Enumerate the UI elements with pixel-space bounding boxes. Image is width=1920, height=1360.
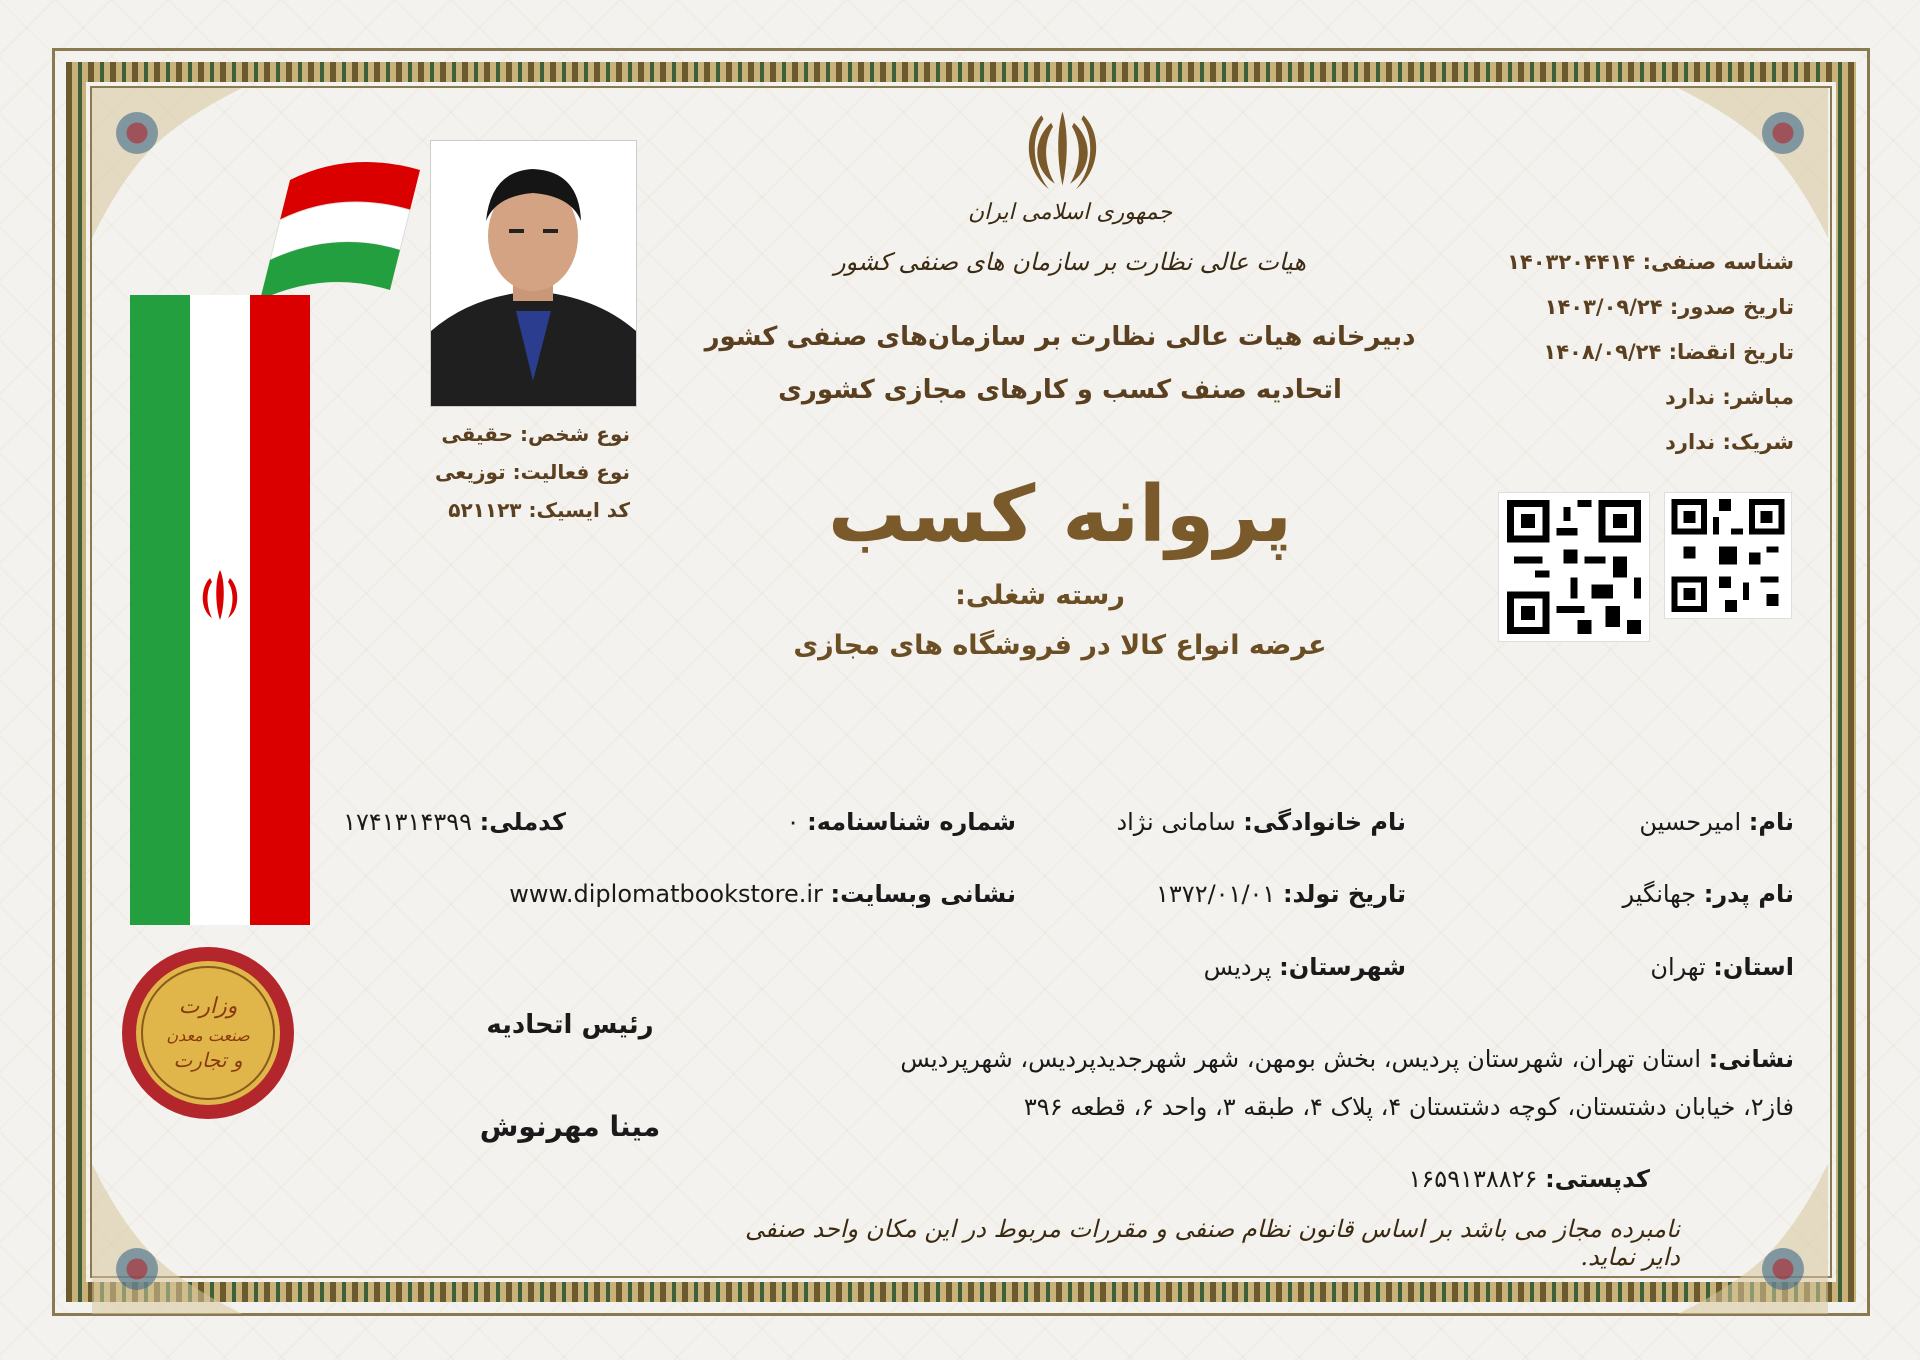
qr-code-small — [1664, 492, 1792, 619]
corner-ornament-top-right — [1678, 88, 1828, 238]
city-field: شهرستان: پردیس — [1203, 953, 1406, 981]
website-field: نشانی وبسایت: www.diplomatbookstore.ir — [509, 880, 1016, 908]
union-head-name: مینا مهرنوش — [479, 1110, 661, 1143]
flag-ribbon — [120, 150, 430, 1000]
isic-code-line: کد ایسیک: ۵۲۱۱۲۳ — [448, 498, 630, 522]
document-title: پروانه کسب — [827, 470, 1293, 560]
birth-date-field: تاریخ تولد: ۱۳۷۲/۰۱/۰۱ — [1156, 880, 1406, 908]
legal-footer-note: نامبرده مجاز می باشد بر اساس قانون نظام صنفی و مقررات مربوط در این مکان واحد صنفی دایر نماید. — [744, 1215, 1680, 1271]
seal-text-2: صنعت معدن — [166, 1026, 250, 1045]
category-value: عرضه انواع کالا در فروشگاه های مجازی — [793, 630, 1327, 661]
seal-text-3: و تجارت — [173, 1048, 243, 1072]
postal-code-field: کدپستی: ۱۶۵۹۱۳۸۸۲۶ — [1408, 1165, 1650, 1193]
manager-line: مباشر: ندارد — [1665, 385, 1794, 409]
iran-emblem-icon — [1015, 102, 1110, 197]
id-number-field: شماره شناسنامه: ۰ — [786, 808, 1016, 836]
header-union: اتحادیه صنف کسب و کارهای مجازی کشوری — [778, 375, 1342, 405]
header-script-board: هیات عالی نظارت بر سازمان های صنفی کشور — [833, 248, 1307, 276]
expiry-date-line: تاریخ انقضا: ۱۴۰۸/۰۹/۲۴ — [1543, 340, 1794, 364]
address-line-2: فاز۲، خیابان دشتستان، کوچه دشتستان ۴، پلاک ۴، طبقه ۳، واحد ۶، قطعه ۳۹۶ — [1023, 1093, 1794, 1121]
issue-date-line: تاریخ صدور: ۱۴۰۳/۰۹/۲۴ — [1544, 295, 1794, 319]
activity-type-line: نوع فعالیت: توزیعی — [435, 460, 630, 484]
province-field: استان: تهران — [1650, 953, 1794, 981]
national-code-field: کدملی: ۱۷۴۱۳۱۴۳۹۹ — [343, 808, 566, 836]
applicant-photo — [430, 140, 637, 407]
name-field: نام: امیرحسین — [1639, 808, 1794, 836]
corner-ornament-bottom-left — [92, 1164, 242, 1314]
category-label: رسته شغلی: — [955, 580, 1125, 611]
address-line-1: نشانی: استان تهران، شهرستان پردیس، بخش بومهن، شهر شهرجدیدپردیس، شهرپردیس — [900, 1045, 1794, 1073]
father-name-field: نام پدر: جهانگیر — [1622, 880, 1794, 908]
qr-code-large — [1498, 492, 1650, 642]
address-field — [794, 1035, 1794, 1131]
header-secretariat: دبیرخانه هیات عالی نظارت بر سازمان‌های صنفی کشور — [704, 322, 1416, 352]
person-type-line: نوع شخص: حقیقی — [441, 422, 630, 446]
ministry-seal — [118, 943, 298, 1123]
seal-text-1: وزارت — [178, 994, 238, 1019]
header-script-republic: جمهوری اسلامی ایران — [967, 200, 1173, 225]
partner-line: شریک: ندارد — [1665, 430, 1794, 454]
person-type-block — [400, 415, 630, 529]
family-name-field: نام خانوادگی: سامانی نژاد — [1116, 808, 1406, 836]
corner-ornament-bottom-right — [1678, 1164, 1828, 1314]
license-info-block — [1374, 240, 1794, 465]
guild-id-line: شناسه صنفی: ۱۴۰۳۲۰۴۴۱۴ — [1507, 250, 1794, 274]
union-head-title: رئیس اتحادیه — [486, 1010, 654, 1040]
